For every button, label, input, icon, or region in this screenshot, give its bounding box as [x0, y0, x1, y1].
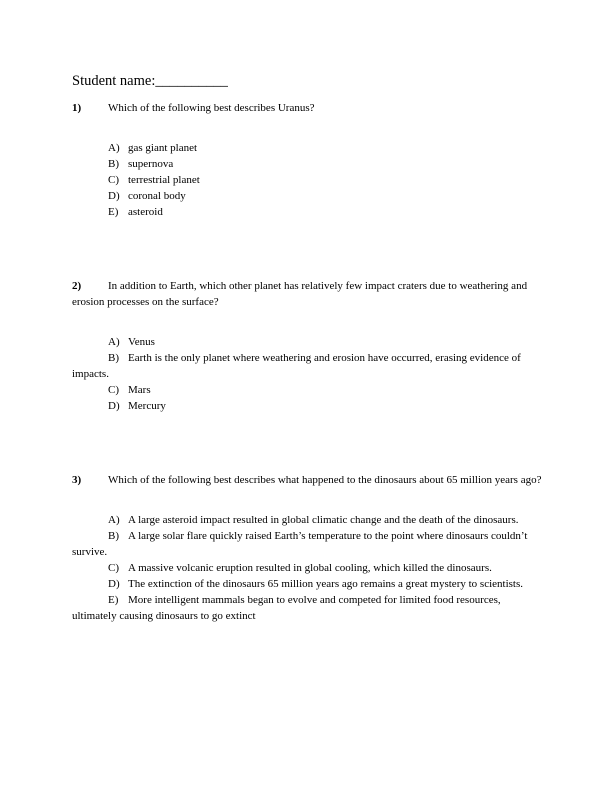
option-letter: D)	[108, 400, 120, 412]
answer-option[interactable]	[72, 172, 542, 188]
answer-option[interactable]	[72, 156, 542, 172]
option-text: Earth is the only planet where weathering and erosion have occurred, erasing evidence of impacts.	[72, 352, 521, 380]
answer-option[interactable]	[72, 592, 542, 624]
option-letter: A)	[108, 514, 120, 526]
option-text: coronal body	[128, 190, 186, 202]
option-text: A massive volcanic eruption resulted in global cooling, which killed the dinosaurs.	[128, 562, 492, 574]
question-number: 2)	[72, 280, 82, 292]
option-letter: E)	[108, 206, 119, 218]
option-text: supernova	[128, 158, 174, 170]
answer-option[interactable]	[72, 528, 542, 560]
answer-option[interactable]	[72, 560, 542, 576]
answer-option[interactable]	[72, 334, 542, 350]
option-text: terrestrial planet	[128, 174, 200, 186]
option-letter: B)	[108, 158, 119, 170]
option-letter: C)	[108, 562, 119, 574]
answer-option[interactable]	[72, 188, 542, 204]
answer-options	[72, 512, 542, 624]
answer-option[interactable]	[72, 576, 542, 592]
option-text: Venus	[128, 336, 155, 348]
option-letter: D)	[108, 190, 120, 202]
option-text: gas giant planet	[128, 142, 198, 154]
student-name-label: Student name:__________	[72, 73, 228, 89]
option-text: Mars	[128, 384, 151, 396]
option-letter: B)	[108, 352, 119, 364]
answer-option[interactable]	[72, 204, 542, 220]
question-text: In addition to Earth, which other planet has relatively few impact craters due to weathering and erosion processes on the surface?	[72, 280, 528, 308]
option-text: asteroid	[128, 206, 163, 218]
answer-option[interactable]	[72, 398, 542, 414]
question-text: Which of the following best describes what happened to the dinosaurs about 65 million years ago?	[108, 474, 542, 486]
question-1	[72, 100, 542, 220]
question-2	[72, 278, 542, 414]
option-letter: A)	[108, 336, 120, 348]
option-letter: C)	[108, 384, 119, 396]
answer-option[interactable]	[72, 512, 542, 528]
question-3	[72, 472, 542, 624]
answer-option[interactable]	[72, 140, 542, 156]
option-letter: D)	[108, 578, 120, 590]
question-number: 1)	[72, 102, 82, 114]
option-letter: C)	[108, 174, 119, 186]
option-text: A large solar flare quickly raised Earth’s temperature to the point where dinosaurs couldn’t survive.	[72, 530, 528, 558]
option-letter: A)	[108, 142, 120, 154]
option-text: A large asteroid impact resulted in global climatic change and the death of the dinosaurs.	[128, 514, 519, 526]
option-text: More intelligent mammals began to evolve and competed for limited food resources, ultimately causing dinosaurs to go extinct	[72, 594, 501, 622]
option-text: The extinction of the dinosaurs 65 million years ago remains a great mystery to scientists.	[128, 578, 523, 590]
option-letter: E)	[108, 594, 119, 606]
question-number: 3)	[72, 474, 82, 486]
question-text: Which of the following best describes Uranus?	[108, 102, 315, 114]
answer-options	[72, 140, 542, 220]
option-letter: B)	[108, 530, 119, 542]
answer-option[interactable]	[72, 382, 542, 398]
answer-option[interactable]	[72, 350, 542, 382]
answer-options	[72, 334, 542, 414]
option-text: Mercury	[128, 400, 166, 412]
